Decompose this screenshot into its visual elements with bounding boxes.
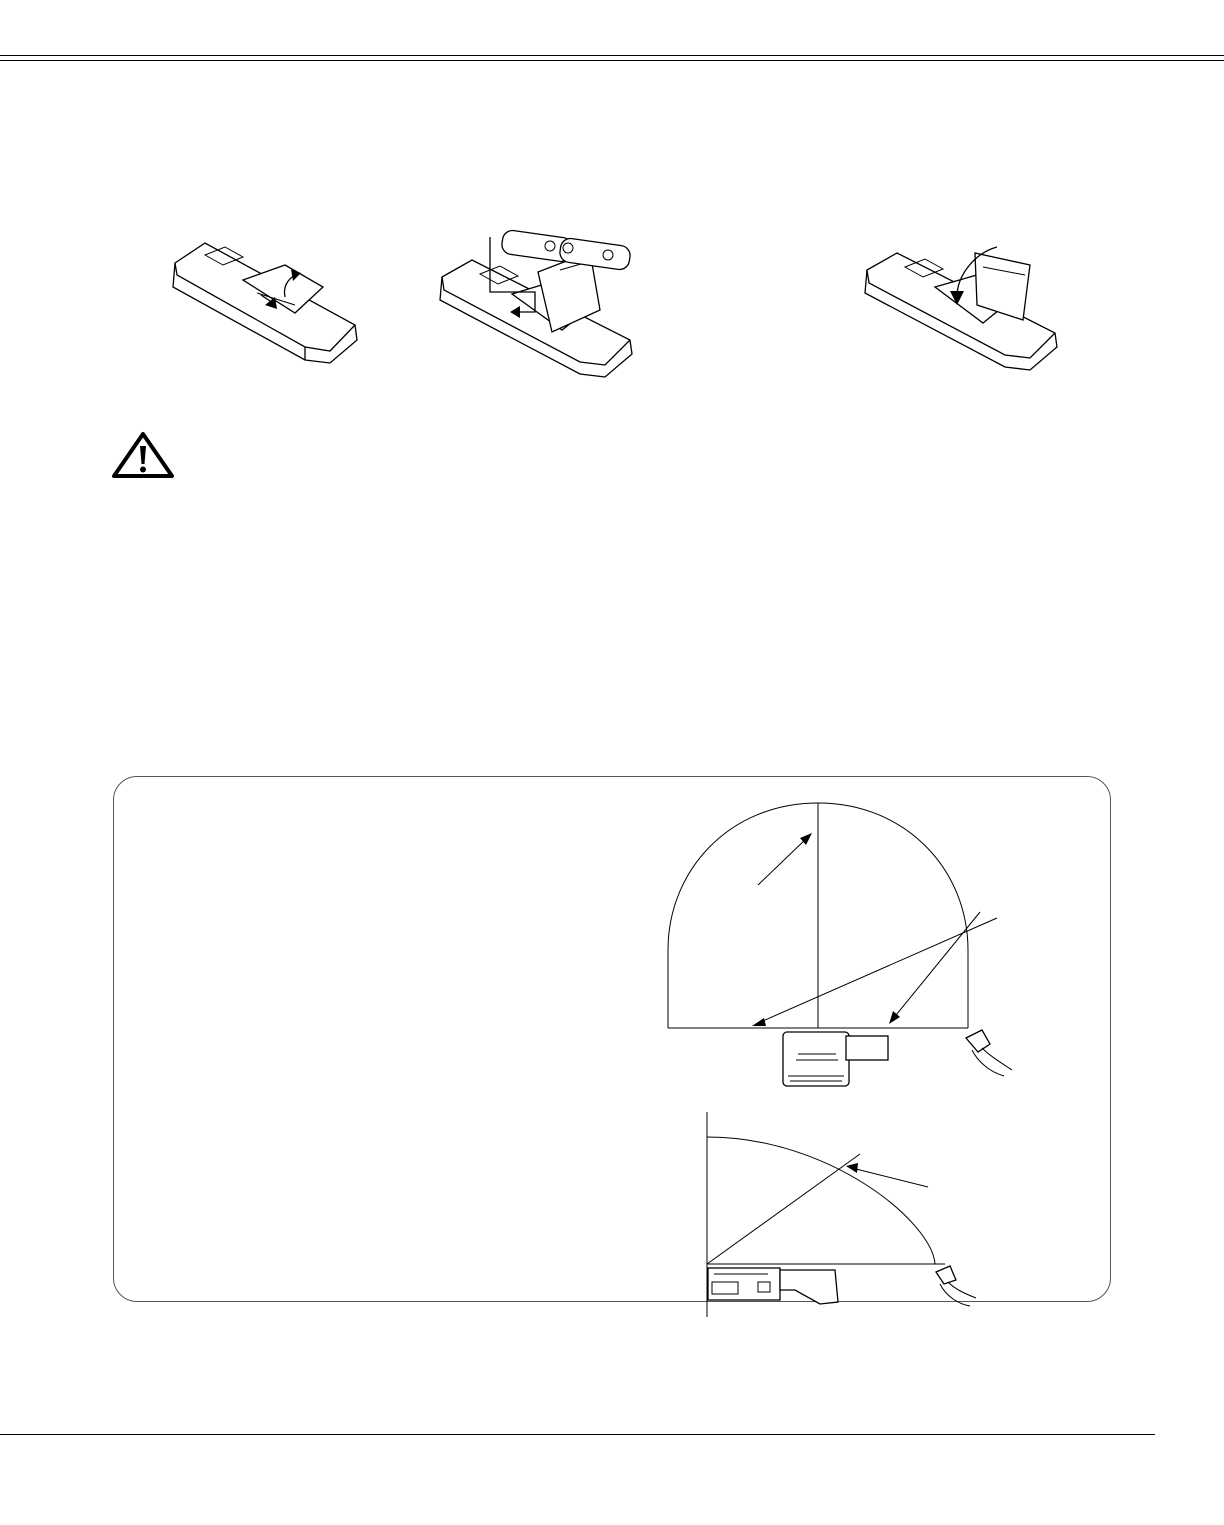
remote-close-cover-illustration xyxy=(865,225,1065,380)
operating-range-side-diagram xyxy=(700,1112,1000,1317)
header-rule-thick xyxy=(0,55,1224,56)
remote-open-cover-illustration xyxy=(165,225,365,370)
header-rule-thin xyxy=(0,60,1224,61)
warning-triangle-icon xyxy=(110,430,176,480)
remote-insert-batteries-illustration xyxy=(440,222,640,382)
operating-range-front-diagram xyxy=(660,800,1040,1100)
footer-rule xyxy=(0,1434,1155,1435)
